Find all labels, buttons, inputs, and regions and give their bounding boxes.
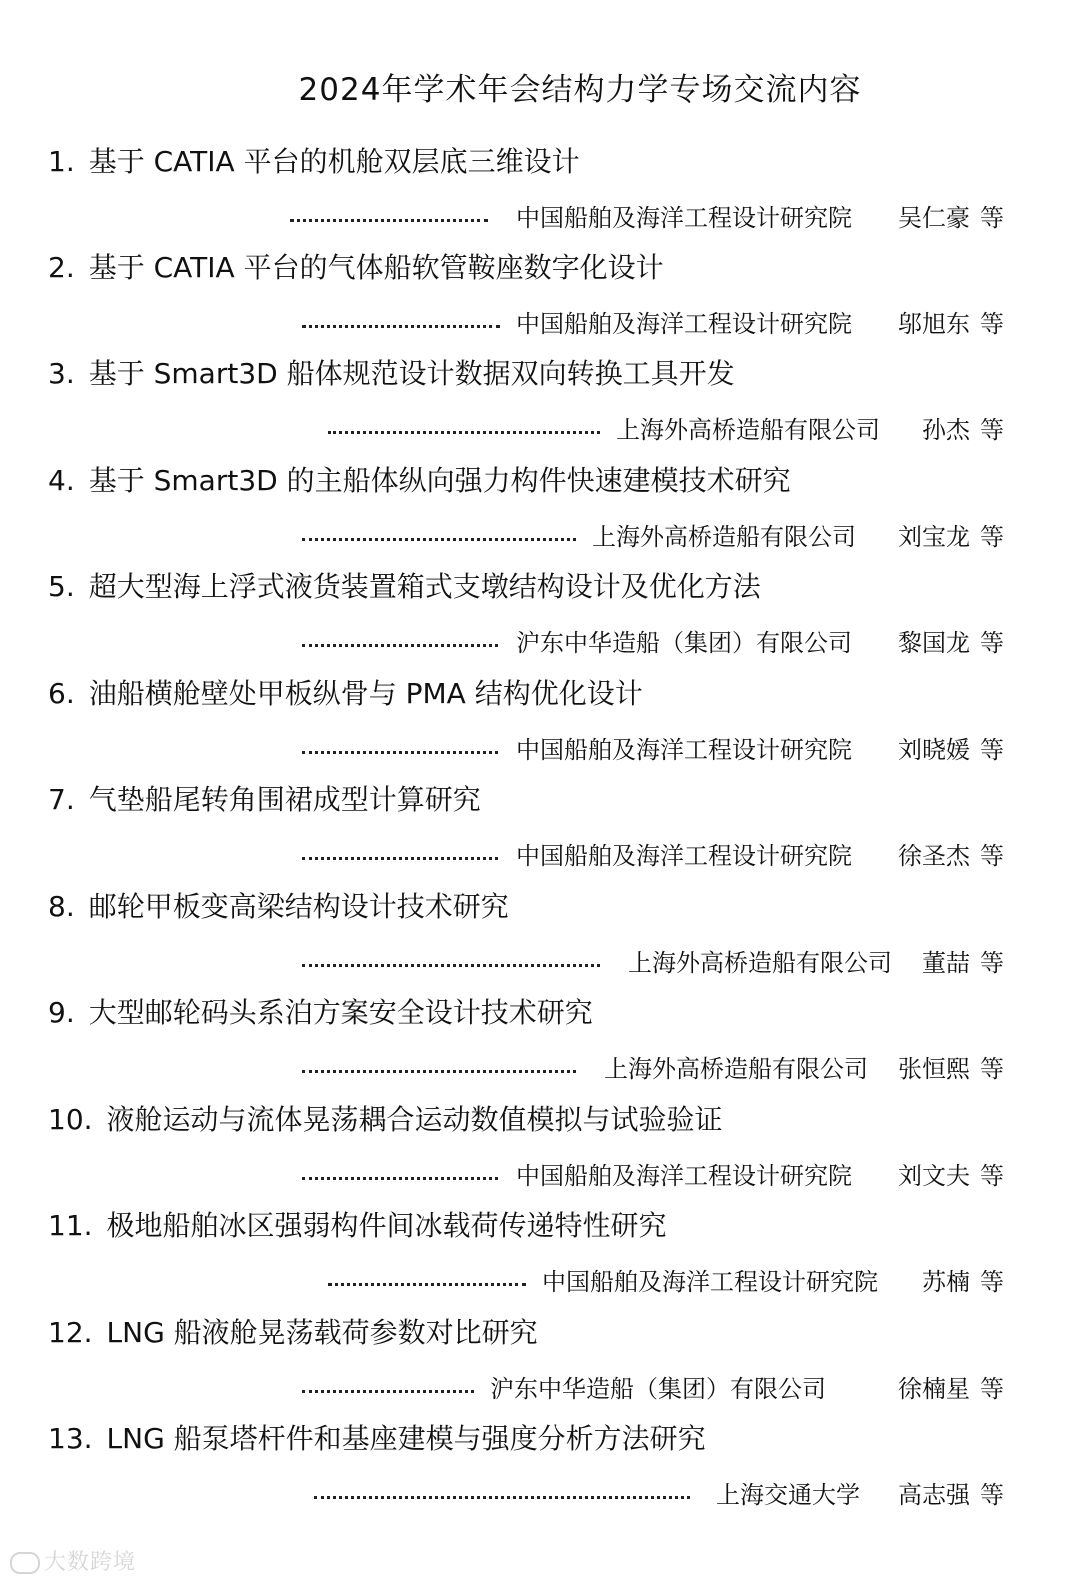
- agenda-item-title-text: 极地船舶冰区强弱构件间冰载荷传递特性研究: [106, 1209, 667, 1242]
- agenda-item-etal: 等: [980, 842, 1004, 870]
- agenda-item-number: 3.: [48, 357, 75, 390]
- dotted-leader: [302, 1029, 576, 1073]
- dotted-leader: [302, 923, 600, 967]
- agenda-item-number: 6.: [48, 677, 75, 710]
- agenda-item-etal: 等: [980, 1481, 1004, 1509]
- agenda-item-number: 12.: [48, 1316, 93, 1349]
- agenda-item-number: 7.: [48, 783, 75, 816]
- agenda-item-title-text: 超大型海上浮式液货装置箱式支墩结构设计及优化方法: [88, 570, 761, 603]
- agenda-item-title-text: 气垫船尾转角围裙成型计算研究: [88, 783, 481, 816]
- agenda-item: [0, 1311, 1080, 1417]
- agenda-item-etal: 等: [980, 736, 1004, 764]
- agenda-item-title-text: 液舱运动与流体晃荡耦合运动数值模拟与试验验证: [106, 1103, 723, 1136]
- dotted-leader: [302, 603, 498, 647]
- dotted-leader: [328, 390, 600, 434]
- agenda-item-organization: 上海外高桥造船有限公司: [592, 523, 856, 551]
- agenda-item: [0, 672, 1080, 778]
- agenda-item: [0, 1417, 1080, 1523]
- agenda-item-organization: 上海交通大学: [716, 1481, 860, 1509]
- agenda-item-number: 2.: [48, 251, 75, 284]
- watermark-logo-icon: [10, 1552, 40, 1574]
- dotted-leader: [302, 284, 500, 328]
- agenda-item-etal: 等: [980, 1162, 1004, 1190]
- agenda-item-author: 徐圣杰: [898, 842, 970, 870]
- dotted-leader: [290, 178, 488, 222]
- agenda-item: [0, 565, 1080, 671]
- agenda-item-title-text: LNG 船液舱晃荡载荷参数对比研究: [106, 1316, 538, 1349]
- agenda-item: [0, 246, 1080, 352]
- agenda-item: [0, 885, 1080, 991]
- dotted-leader: [328, 1242, 526, 1286]
- agenda-item: [0, 1098, 1080, 1204]
- agenda-item-organization: 上海外高桥造船有限公司: [628, 949, 892, 977]
- agenda-item-title-text: 油船横舱壁处甲板纵骨与 PMA 结构优化设计: [88, 677, 643, 710]
- agenda-item: [0, 352, 1080, 458]
- document-title: 2024年学术年会结构力学专场交流内容: [298, 72, 862, 108]
- agenda-item: [0, 140, 1080, 246]
- agenda-item-organization: 中国船舶及海洋工程设计研究院: [516, 204, 852, 232]
- agenda-item-author: 刘晓媛: [898, 736, 970, 764]
- dotted-leader: [302, 710, 498, 754]
- agenda-item-author: 刘宝龙: [898, 523, 970, 551]
- agenda-item: [0, 778, 1080, 884]
- agenda-item-etal: 等: [980, 416, 1004, 444]
- agenda-item: [0, 459, 1080, 565]
- agenda-item-author: 吴仁豪: [898, 204, 970, 232]
- agenda-item-title-text: 基于 Smart3D 船体规范设计数据双向转换工具开发: [88, 357, 735, 390]
- agenda-item-title-text: LNG 船泵塔杆件和基座建模与强度分析方法研究: [106, 1422, 706, 1455]
- agenda-item-organization: 沪东中华造船（集团）有限公司: [490, 1375, 826, 1403]
- agenda-item-organization: 中国船舶及海洋工程设计研究院: [516, 842, 852, 870]
- agenda-item-author: 黎国龙: [898, 629, 970, 657]
- dotted-leader: [302, 1349, 474, 1393]
- agenda-item-organization: 中国船舶及海洋工程设计研究院: [516, 310, 852, 338]
- agenda-item-etal: 等: [980, 204, 1004, 232]
- watermark-text: 大数跨境: [44, 1550, 137, 1575]
- agenda-item-etal: 等: [980, 949, 1004, 977]
- agenda-item-organization: 上海外高桥造船有限公司: [604, 1055, 868, 1083]
- agenda-item-author: 高志强: [898, 1481, 970, 1509]
- agenda-item-author: 苏楠: [922, 1268, 970, 1296]
- agenda-item-author: 徐楠星: [898, 1375, 970, 1403]
- agenda-item-title-text: 基于 CATIA 平台的机舱双层底三维设计: [88, 145, 580, 178]
- agenda-item-organization: 中国船舶及海洋工程设计研究院: [516, 736, 852, 764]
- agenda-item-organization: 上海外高桥造船有限公司: [616, 416, 880, 444]
- agenda-item-number: 8.: [48, 890, 75, 923]
- agenda-item-etal: 等: [980, 1055, 1004, 1083]
- dotted-leader: [302, 1136, 498, 1180]
- agenda-item-number: 11.: [48, 1209, 93, 1242]
- agenda-item-author: 孙杰: [922, 416, 970, 444]
- agenda-item-etal: 等: [980, 1375, 1004, 1403]
- agenda-item: [0, 1204, 1080, 1310]
- agenda-item-number: 13.: [48, 1422, 93, 1455]
- agenda-item-title-text: 大型邮轮码头系泊方案安全设计技术研究: [88, 996, 593, 1029]
- agenda-item-author: 张恒熙: [898, 1055, 970, 1083]
- dotted-leader: [302, 497, 576, 541]
- agenda-item-author: 邬旭东: [898, 310, 970, 338]
- dotted-leader: [314, 1455, 690, 1499]
- agenda-item-organization: 中国船舶及海洋工程设计研究院: [542, 1268, 878, 1296]
- agenda-item-number: 5.: [48, 570, 75, 603]
- agenda-item-etal: 等: [980, 629, 1004, 657]
- agenda-item-number: 9.: [48, 996, 75, 1029]
- agenda-item-title-text: 邮轮甲板变高梁结构设计技术研究: [88, 890, 509, 923]
- agenda-item-etal: 等: [980, 523, 1004, 551]
- agenda-item-organization: 中国船舶及海洋工程设计研究院: [516, 1162, 852, 1190]
- agenda-item-author: 董喆: [922, 949, 970, 977]
- agenda-item-number: 1.: [48, 145, 75, 178]
- dotted-leader: [302, 816, 498, 860]
- agenda-item-number: 10.: [48, 1103, 93, 1136]
- agenda-item-etal: 等: [980, 310, 1004, 338]
- agenda-item-organization: 沪东中华造船（集团）有限公司: [516, 629, 852, 657]
- agenda-item-author: 刘文夫: [898, 1162, 970, 1190]
- agenda-item: [0, 991, 1080, 1097]
- agenda-item-etal: 等: [980, 1268, 1004, 1296]
- watermark: [10, 1545, 136, 1576]
- agenda-item-title-text: 基于 CATIA 平台的气体船软管鞍座数字化设计: [88, 251, 664, 284]
- agenda-item-number: 4.: [48, 464, 75, 497]
- agenda-item-title-text: 基于 Smart3D 的主船体纵向强力构件快速建模技术研究: [88, 464, 791, 497]
